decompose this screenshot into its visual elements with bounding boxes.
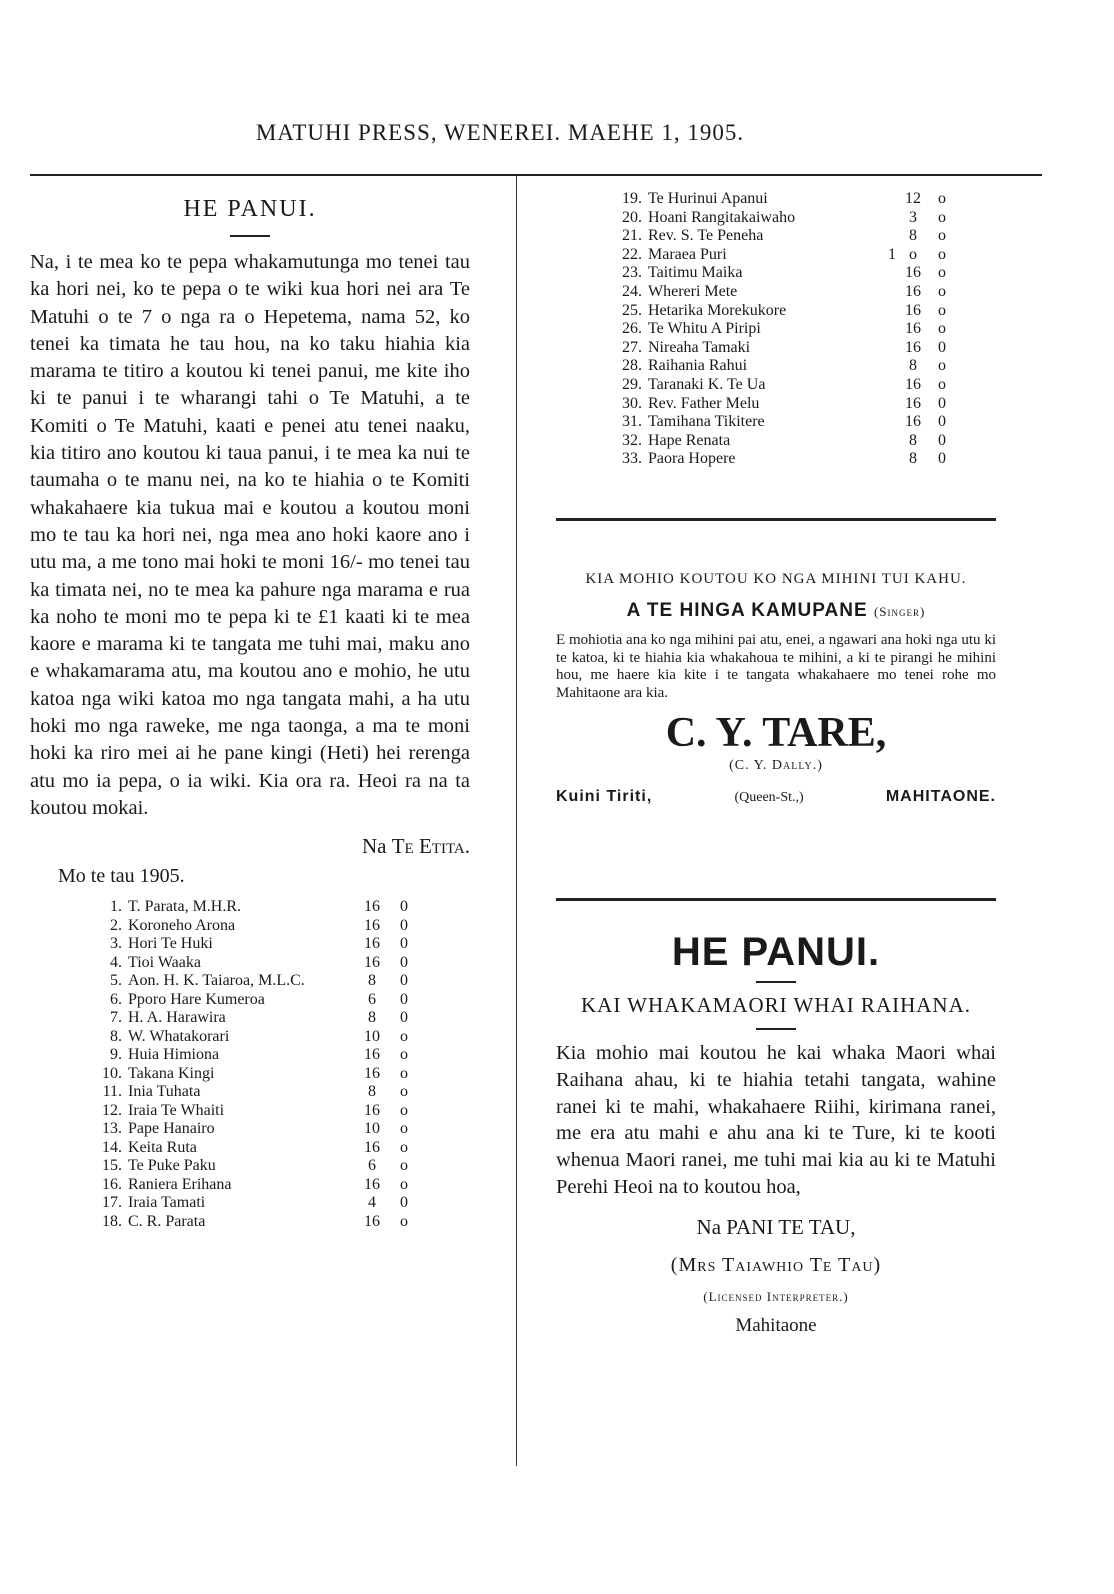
- subscription-list-left: [88, 898, 416, 1231]
- subscriber-pence: o: [938, 245, 946, 263]
- left-column: [30, 190, 470, 1231]
- singer-ad-brand: (Singer): [873, 604, 926, 619]
- agent-name: C. Y. TARE,: [665, 710, 887, 756]
- interpreter-signoff: Na PANI TE TAU,: [696, 1214, 856, 1239]
- subscriber-name: Hori Te Huki: [128, 935, 213, 953]
- subscriber-number: 6.: [110, 990, 122, 1008]
- subscriber-pence: o: [400, 1120, 408, 1138]
- subscriber-shillings: 16: [364, 1212, 380, 1230]
- subscriber-shillings: 16: [905, 413, 921, 431]
- subscriber-name: Hetarika Morekukore: [648, 301, 787, 319]
- subscriber-pence: o: [400, 1101, 408, 1119]
- subscriber-shillings: 3: [909, 208, 917, 226]
- subscriber-name: Taranaki K. Te Ua: [648, 375, 766, 393]
- signoff-na: Na: [361, 834, 387, 859]
- subscriber-row: [88, 917, 416, 936]
- subscriber-shillings: 8: [909, 357, 917, 375]
- subscriber-pence: 0: [400, 1009, 408, 1027]
- subscriber-row: [608, 376, 954, 395]
- subscriber-pence: o: [938, 264, 946, 282]
- subscriber-pence: 0: [400, 898, 408, 916]
- subscriber-number: 25.: [622, 301, 642, 319]
- notice-body: Na, i te mea ko te pepa whakamutunga mo tenei tau ka hori nei, ko te pepa o te wiki kua hori nei ara Te Matuhi o te 7 o nga ra o Hepetema, nama 52, ko tenei ka timata he tau hou, na ko taku hiahia kia marama te titiro a koutou ki tenei panui, me kite iho ki te panui i te wharangi tahi o Te Matuhi, a te Komiti o Te Matuhi, kaati e penei atu tenei naaku, kia titiro ano koutou ki taua panui, i te mea ka nui te taumaha o te manu nei, na ko te hiahia o te Komiti whakahaere kia tukua mai e koutou a koutou moni mo te tau ka hori nei, nga mea ano hoki kaore ano i utu ma, a me tono mai hoki te moni 16/- mo tenei tau ka timata nei, no te mea ka pahure nga marama e rua ka noho te moni mo te pepa ki te £1 kaati ki te mea kaore e marama ki te tangata me tuhi mai, maku ano e whakamarama atu, ma koutou ano e mohio, he utu katoa nga wiki katoa mo nga tangata mahi, a ha utu hoki mo nga raweke, me nga taonga, a ma te moni hoki ka riro mei ai he pane kingi (Heti) hei rerenga atu mo ia pepa, o ia wiki. Kia ora ra. Heoi ra na ta koutou mokai.: [30, 251, 470, 819]
- subscriber-number: 14.: [102, 1138, 122, 1156]
- subscriber-pence: 0: [938, 338, 946, 356]
- subscriber-row: [88, 1176, 416, 1195]
- masthead: MATUHI PRESS, WENEREI. MAEHE 1, 1905.: [255, 120, 745, 145]
- singer-ad-intro: KIA MOHIO KOUTOU KO NGA MIHINI TUI KAHU.: [585, 571, 967, 587]
- interpreter-sub-rule: [756, 1028, 796, 1030]
- subscriber-row: [88, 1083, 416, 1102]
- subscriber-number: 17.: [102, 1194, 122, 1212]
- subscriber-number: 29.: [622, 375, 642, 393]
- subscriber-pounds: [868, 339, 896, 358]
- subscription-list-right: [608, 190, 954, 469]
- subscriber-row: [608, 283, 954, 302]
- subscriber-shillings: 10: [364, 1120, 380, 1138]
- subscriber-name: Raniera Erihana: [128, 1175, 232, 1193]
- subscriber-shillings: 8: [368, 1083, 376, 1101]
- subscriber-shillings: o: [909, 245, 917, 263]
- subscriber-number: 19.: [622, 190, 642, 207]
- subscriber-row: [88, 1139, 416, 1158]
- singer-ad-headline: [556, 600, 996, 622]
- subscriber-pounds: [868, 432, 896, 451]
- subscriber-name: Rev. Father Melu: [648, 394, 760, 412]
- subscriber-row: [88, 1065, 416, 1084]
- subscriber-shillings: 16: [905, 264, 921, 282]
- subscriber-row: [608, 264, 954, 283]
- subscriber-pounds: [868, 320, 896, 339]
- subscriber-pence: 0: [400, 972, 408, 990]
- notice-signoff: [30, 834, 470, 859]
- agent-english-name: (C. Y. Dally.): [729, 758, 823, 773]
- subscriber-pence: 0: [400, 990, 408, 1008]
- subscriber-shillings: 16: [905, 301, 921, 319]
- subscriber-shillings: 16: [364, 935, 380, 953]
- subscriber-name: T. Parata, M.H.R.: [128, 898, 242, 916]
- subscriber-row: [88, 1157, 416, 1176]
- subscriber-pence: o: [400, 1046, 408, 1064]
- subscriber-pounds: [868, 376, 896, 395]
- subscriber-pence: 0: [400, 935, 408, 953]
- subscriber-shillings: 16: [905, 320, 921, 338]
- subscriber-shillings: 8: [909, 431, 917, 449]
- interpreter-advertisement: [556, 930, 996, 1337]
- subscriber-number: 3.: [110, 935, 122, 953]
- interpreter-town: Mahitaone: [735, 1314, 817, 1336]
- subscriber-name: Pporo Hare Kumeroa: [128, 990, 265, 1008]
- interpreter-licensed: (Licensed Interpreter.): [703, 1288, 849, 1304]
- subscriber-shillings: 8: [368, 1009, 376, 1027]
- subscriber-name: Iraia Tamati: [128, 1194, 206, 1212]
- subscriber-pence: 0: [938, 413, 946, 431]
- subscriber-number: 18.: [102, 1212, 122, 1230]
- subscriber-name: W. Whatakorari: [128, 1027, 230, 1045]
- subscriber-pence: o: [938, 190, 946, 207]
- subscriber-name: H. A. Harawira: [128, 1009, 226, 1027]
- subscriber-name: Tamihana Tikitere: [648, 413, 765, 431]
- subscriber-number: 16.: [102, 1175, 122, 1193]
- agent-town: MAHITAONE.: [885, 788, 996, 805]
- subscriber-number: 8.: [110, 1027, 122, 1045]
- subscriber-shillings: 16: [364, 1101, 380, 1119]
- subscriber-shillings: 8: [909, 227, 917, 245]
- subscriber-name: Aon. H. K. Taiaroa, M.L.C.: [128, 972, 305, 990]
- subscriber-name: Te Hurinui Apanui: [648, 190, 768, 207]
- singer-advertisement: [556, 570, 996, 806]
- subscriber-shillings: 6: [368, 1157, 376, 1175]
- subscriber-pence: o: [938, 282, 946, 300]
- interpreter-ad-heading: HE PANUI.: [671, 930, 881, 974]
- subscriber-number: 2.: [110, 916, 122, 934]
- subscriber-pounds: [868, 227, 896, 246]
- subscriber-pence: 0: [938, 394, 946, 412]
- subscriber-pence: 0: [938, 431, 946, 449]
- subscriber-shillings: 4: [368, 1194, 376, 1212]
- subscriber-pence: o: [938, 375, 946, 393]
- subscriber-pence: o: [938, 301, 946, 319]
- column-divider: [516, 176, 517, 1466]
- subscriber-row: [88, 935, 416, 954]
- subscriber-pounds: [868, 357, 896, 376]
- subscriber-shillings: 16: [364, 1064, 380, 1082]
- subscriber-name: Koroneho Arona: [128, 916, 236, 934]
- subscriber-name: Rev. S. Te Peneha: [648, 227, 764, 245]
- subscriber-pence: o: [400, 1027, 408, 1045]
- subscriber-row: [88, 991, 416, 1010]
- subscriber-shillings: 10: [364, 1027, 380, 1045]
- agent-street-english: (Queen-St.,): [734, 790, 804, 805]
- subscriber-row: [88, 1028, 416, 1047]
- subscriber-shillings: 16: [364, 1046, 380, 1064]
- subscriber-shillings: 16: [905, 375, 921, 393]
- subscriber-number: 30.: [622, 394, 642, 412]
- subscriber-name: Nireaha Tamaki: [648, 338, 751, 356]
- subscriber-number: 12.: [102, 1101, 122, 1119]
- subscriber-row: [608, 395, 954, 414]
- subscriber-row: [88, 1213, 416, 1232]
- subscriber-shillings: 16: [364, 898, 380, 916]
- subscriber-pence: o: [938, 208, 946, 226]
- subscriber-row: [608, 302, 954, 321]
- subscriber-shillings: 16: [364, 1175, 380, 1193]
- subscriber-number: 7.: [110, 1009, 122, 1027]
- subscriber-name: Pape Hanairo: [128, 1120, 215, 1138]
- subscriber-pence: o: [938, 227, 946, 245]
- subscriber-pounds: 1: [888, 245, 896, 263]
- subscriber-row: [608, 320, 954, 339]
- subscriber-number: 23.: [622, 264, 642, 282]
- subscriber-shillings: 16: [364, 916, 380, 934]
- interpreter-heading-rule: [756, 981, 796, 983]
- subscriber-name: Paora Hopere: [648, 450, 736, 468]
- subscriber-row: [88, 1009, 416, 1028]
- subscriber-pence: o: [400, 1212, 408, 1230]
- subscriber-row: [88, 1120, 416, 1139]
- singer-ad-company: A TE HINGA KAMUPANE: [626, 600, 868, 621]
- signoff-editor: Te Etita.: [391, 834, 470, 859]
- subscriber-pence: 0: [938, 450, 946, 468]
- subscriber-number: 32.: [622, 431, 642, 449]
- subscriber-number: 31.: [622, 413, 642, 431]
- masthead-rule: [30, 174, 1042, 176]
- subscriber-pounds: [868, 450, 896, 469]
- subscriber-name: Maraea Puri: [648, 245, 727, 263]
- subscriber-name: Raihania Rahui: [648, 357, 748, 375]
- subscriber-row: [608, 432, 954, 451]
- subscriber-pounds: [868, 395, 896, 414]
- subscriber-pounds: [868, 283, 896, 302]
- subscriber-shillings: 16: [364, 953, 380, 971]
- subscriber-row: [608, 413, 954, 432]
- subscriber-name: Te Puke Paku: [128, 1157, 216, 1175]
- subscriber-name: Tioi Waaka: [128, 953, 201, 971]
- subscriber-number: 33.: [622, 450, 642, 468]
- subscriber-name: Iraia Te Whaiti: [128, 1101, 225, 1119]
- heading-rule: [230, 235, 270, 237]
- subscriber-pence: o: [400, 1175, 408, 1193]
- subscriber-pence: 0: [400, 916, 408, 934]
- subscriber-number: 24.: [622, 282, 642, 300]
- subscriber-pence: o: [400, 1138, 408, 1156]
- subscriber-pounds: [868, 190, 896, 209]
- subscriber-name: Hape Renata: [648, 431, 731, 449]
- subscriber-row: [88, 972, 416, 991]
- subscriber-row: [88, 898, 416, 917]
- subscriber-row: [88, 1046, 416, 1065]
- subscriber-shillings: 8: [368, 972, 376, 990]
- agent-street: Kuini Tiriti,: [556, 788, 653, 805]
- subscriber-name: Taitimu Maika: [648, 264, 743, 282]
- subscriber-shillings: 16: [364, 1138, 380, 1156]
- subscriber-number: 21.: [622, 227, 642, 245]
- subscriber-pounds: [868, 413, 896, 432]
- subscriber-pounds: [868, 264, 896, 283]
- subscriber-number: 13.: [102, 1120, 122, 1138]
- subscriber-pence: 0: [400, 1194, 408, 1212]
- subscriber-shillings: 16: [905, 282, 921, 300]
- subscriber-row: [88, 954, 416, 973]
- subscriber-row: [608, 357, 954, 376]
- subscriber-row: [608, 246, 954, 265]
- subscriber-pence: 0: [400, 953, 408, 971]
- interpreter-mrs: (Mrs Taiawhio Te Tau): [670, 1253, 882, 1276]
- subscriber-name: Te Whitu A Piripi: [648, 320, 761, 338]
- right-column: [556, 190, 996, 1336]
- subscriber-name: Huia Himiona: [128, 1046, 220, 1064]
- subscriber-shillings: 6: [368, 990, 376, 1008]
- subscriber-pence: o: [400, 1064, 408, 1082]
- subscriber-row: [88, 1102, 416, 1121]
- subscriber-shillings: 16: [905, 394, 921, 412]
- subscriber-name: Keita Ruta: [128, 1138, 197, 1156]
- subscriber-row: [608, 227, 954, 246]
- subscriber-shillings: 12: [905, 190, 921, 207]
- subscriber-pence: o: [938, 357, 946, 375]
- subscriber-number: 1.: [110, 898, 122, 916]
- agent-address: [556, 788, 996, 806]
- subscriber-name: Whereri Mete: [648, 282, 738, 300]
- subscriber-number: 9.: [110, 1046, 122, 1064]
- singer-ad-description: E mohiotia ana ko nga mihini pai atu, enei, a ngawari ana hoki nga utu ki te katoa, ki te hiahia kia whakahoua te mihini, a ki te pirangi he mihini hou, me haere kia kite i te tangata whakahaere mo tenei rohe mo Mahitaone ara kia.: [556, 632, 996, 701]
- interpreter-ad-subheading: KAI WHAKAMAORI WHAI RAIHANA.: [580, 993, 972, 1017]
- separator-rule-2: [556, 898, 996, 901]
- subscriber-pence: o: [400, 1083, 408, 1101]
- subscriber-number: 27.: [622, 338, 642, 356]
- subscriber-shillings: 16: [905, 338, 921, 356]
- subscriber-number: 28.: [622, 357, 642, 375]
- subscriber-number: 22.: [622, 245, 642, 263]
- subscriber-row: [608, 339, 954, 358]
- subscriber-name: Takana Kingi: [128, 1064, 215, 1082]
- subscriber-shillings: 8: [909, 450, 917, 468]
- subscriber-name: Inia Tuhata: [128, 1083, 201, 1101]
- interpreter-ad-body: Kia mohio mai koutou he kai whaka Maori whai Raihana ahau, ki te hiahia tetahi tangata, wahine ranei ki te mahi, whakahaere Riihi, kirimana ranei, me era atu mahi e ahu ana ki te Ture, ki te kooti whenua Maori ranei, me tuhi mai kia au ki te Matuhi Perehi Heoi na to koutou hoa,: [556, 1042, 996, 1198]
- subscriber-number: 10.: [102, 1064, 122, 1082]
- subscriber-row: [608, 190, 954, 209]
- subscriber-pence: o: [400, 1157, 408, 1175]
- subscriber-name: Hoani Rangitakaiwaho: [648, 208, 796, 226]
- subscriber-row: [608, 450, 954, 469]
- subscriber-number: 11.: [102, 1083, 122, 1101]
- subscriber-pounds: [868, 302, 896, 321]
- subscriber-pence: o: [938, 320, 946, 338]
- notice-heading: HE PANUI.: [183, 196, 317, 222]
- year-heading: Mo te tau 1905.: [58, 865, 185, 888]
- subscriber-pounds: [868, 209, 896, 228]
- subscriber-row: [88, 1194, 416, 1213]
- subscriber-row: [608, 209, 954, 228]
- separator-rule: [556, 518, 996, 521]
- subscriber-number: 20.: [622, 208, 642, 226]
- subscriber-number: 15.: [102, 1157, 122, 1175]
- subscriber-number: 4.: [110, 953, 122, 971]
- subscriber-number: 5.: [110, 972, 122, 990]
- subscriber-number: 26.: [622, 320, 642, 338]
- subscriber-name: C. R. Parata: [128, 1212, 206, 1230]
